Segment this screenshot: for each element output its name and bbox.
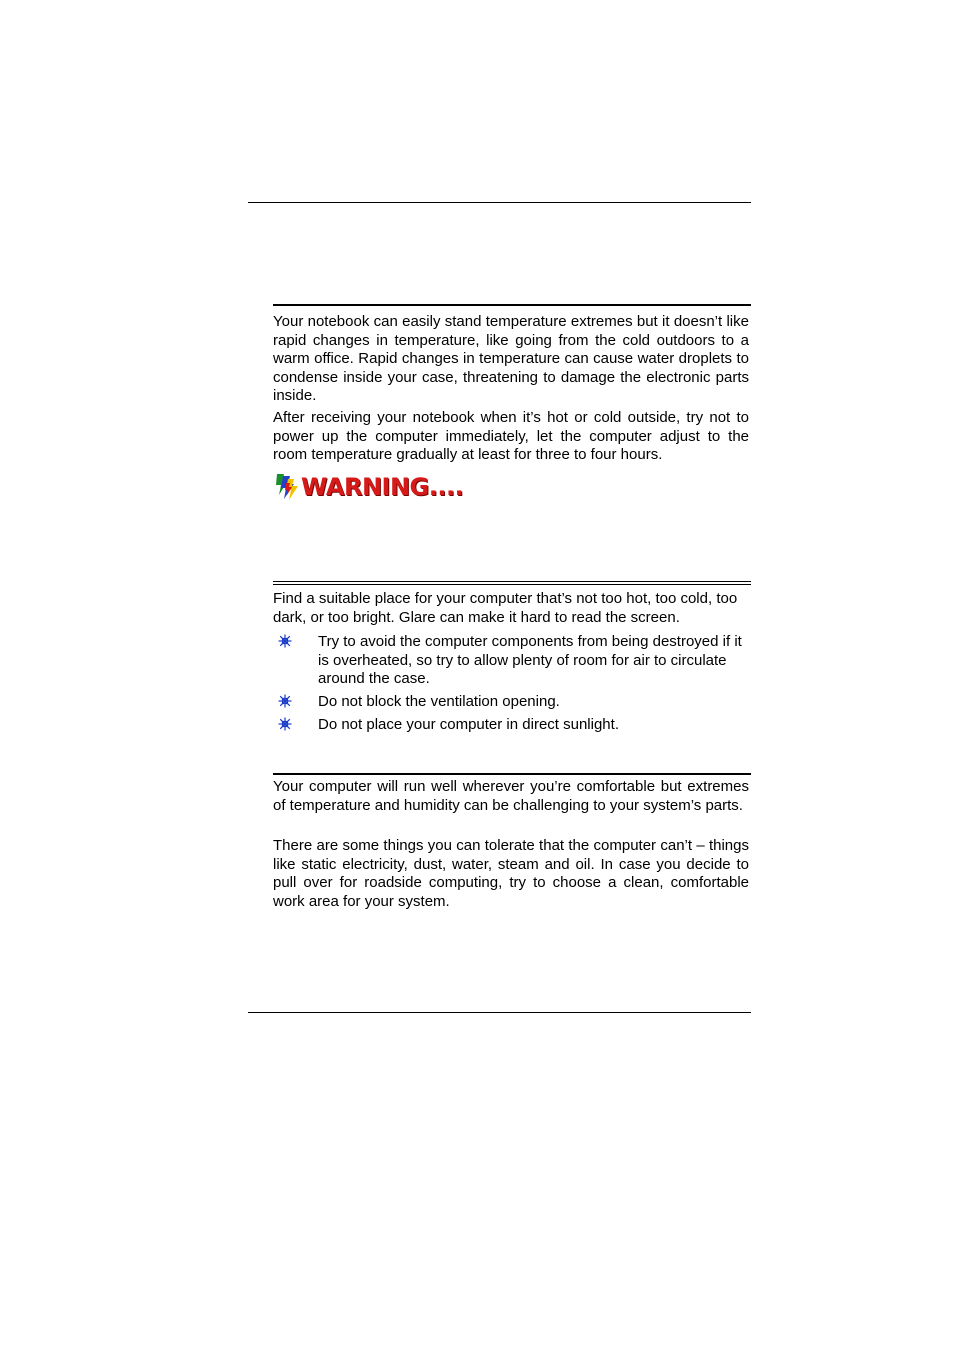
environment-paragraph-1: Your computer will run well wherever you’re comfortable but extremes of temperature and humidity can be challenging to your system’s parts. [273, 778, 749, 814]
environment-paragraph-2: There are some things you can tolerate that the computer can’t – things like static electricity, dust, water, steam and oil. In case you decide to pull over for roadside computing, try to choose a clean, comfortable work area for your system. [273, 837, 749, 910]
snowflake-bullet-icon [278, 717, 292, 731]
bullet-text: Do not place your computer in direct sunlight. [318, 716, 619, 734]
bullet-text: Do not block the ventilation opening. [318, 693, 560, 711]
list-item [273, 633, 749, 689]
snowflake-bullet-icon [278, 694, 292, 708]
temperature-paragraph-2: After receiving your notebook when it’s hot or cold outside, try not to power up the computer immediately, let the computer adjust to the room temperature gradually at least for three to four hours. [273, 409, 749, 464]
bullet-text: Try to avoid the computer components from being destroyed if it is overheated, so try to allow plenty of room for air to circulate around the case. [318, 633, 742, 688]
location-bullet-list [273, 633, 749, 739]
section-divider-location [273, 581, 751, 585]
list-item [273, 716, 749, 735]
warning-label: WARNING.... [301, 473, 464, 501]
section-divider-environment [273, 773, 751, 775]
snowflake-bullet-icon [278, 634, 292, 648]
temperature-paragraph-1: Your notebook can easily stand temperature extremes but it doesn’t like rapid changes in temperature, like going from the cold outdoors to a warm office. Rapid changes in temperature can cause water droplets to condense inside your case, threatening to damage the electronic parts inside. [273, 313, 749, 405]
list-item [273, 693, 749, 712]
location-intro: Find a suitable place for your computer that’s not too hot, too cold, too dark, or too bright. Glare can make it hard to read the screen. [273, 590, 738, 626]
warning-lightning-icon [275, 473, 299, 501]
warning-banner [275, 472, 463, 502]
header-rule [248, 202, 751, 203]
footer-rule [248, 1012, 751, 1013]
section-divider-temperature [273, 304, 751, 306]
